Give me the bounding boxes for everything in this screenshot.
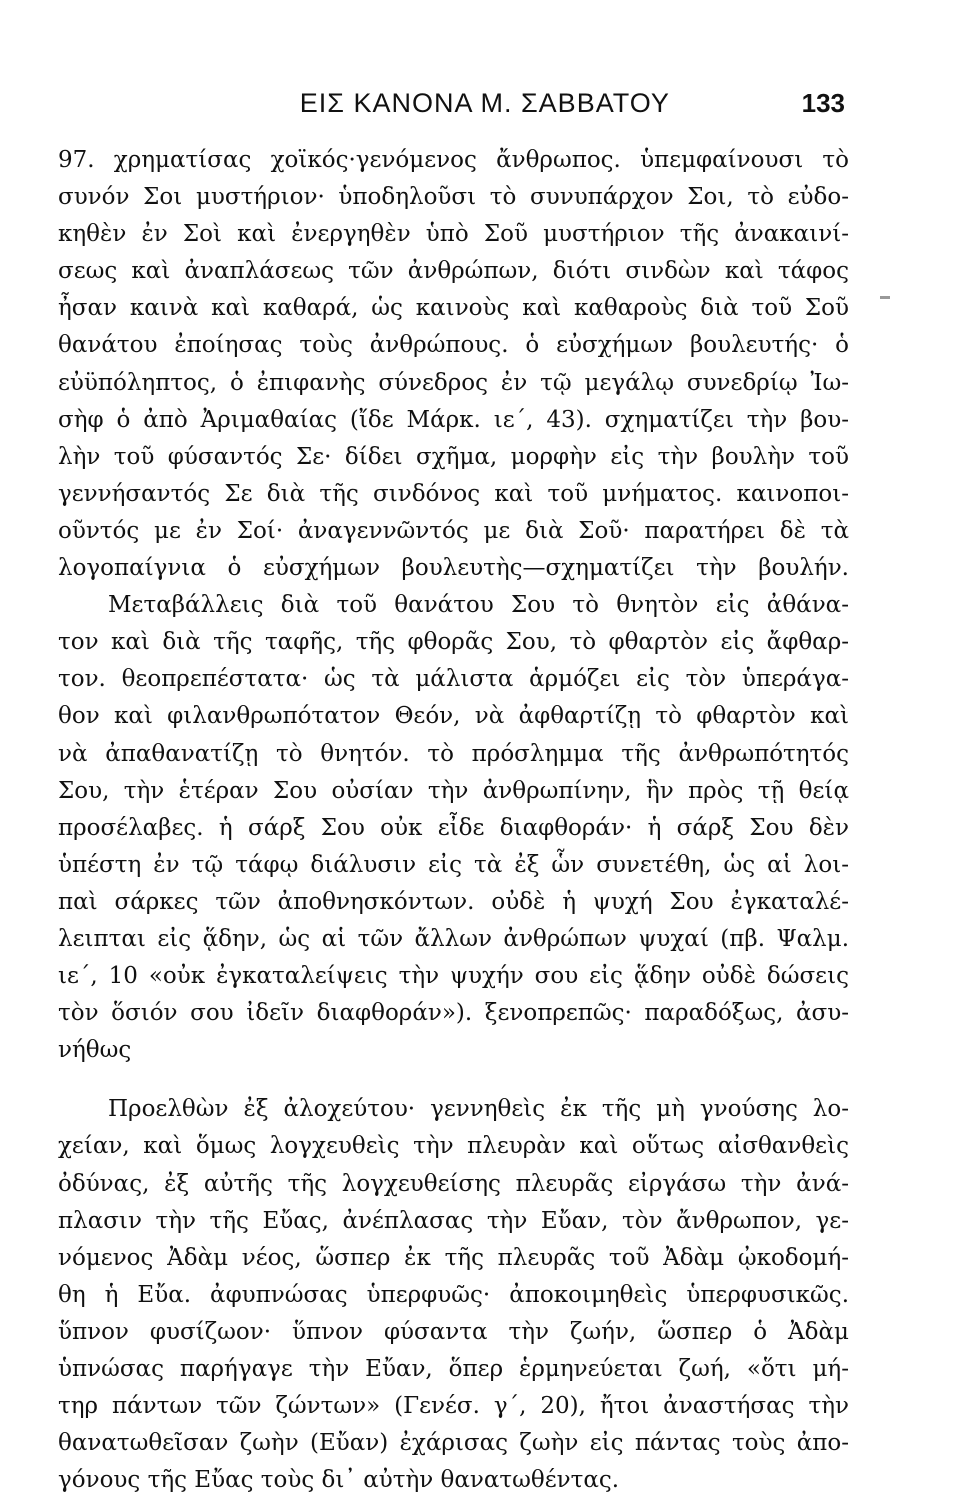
text-line: ἦσαν καινὰ καὶ καθαρά, ὡς καινοὺς καὶ καθαροὺς διὰ τοῦ Σοῦ	[58, 295, 849, 322]
text-line: λογοπαίγνια ὁ εὐσχήμων βουλευτὴς—σχηματίζει τὴν βουλήν.	[58, 555, 849, 582]
text-line: γεννήσαντός Σε διὰ τῆς σινδόνος καὶ τοῦ μνήματος. καινοποι-	[58, 480, 849, 507]
text-line: θη ἡ Εὔα. ἀφυπνώσας ὑπερφυῶς· ἀποκοιμηθεὶς ὑπερφυσικῶς.	[58, 1281, 849, 1308]
text-line: Σου, τὴν ἑτέραν Σου οὐσίαν τὴν ἀνθρωπίνην, ἣν πρὸς τῇ θείᾳ	[58, 777, 849, 804]
text-line: λειπται εἰς ᾅδην, ὡς αἱ τῶν ἄλλων ἀνθρώπων ψυχαί (πβ. Ψαλμ.	[58, 925, 849, 952]
text-line: Προελθὼν ἐξ ἀλοχεύτου· γεννηθεὶς ἐκ τῆς μὴ γνούσης λο-	[108, 1096, 849, 1123]
text-line: τον καὶ διὰ τῆς ταφῆς, τῆς φθορᾶς Σου, τὸ φθαρτὸν εἰς ἄφθαρ-	[58, 629, 849, 656]
text-line: πλασιν τὴν τῆς Εὔας, ἀνέπλασας τὴν Εὔαν, τὸν ἄνθρωπον, γε-	[58, 1207, 849, 1234]
text-line: εὐϋπόληπτος, ὁ ἐπιφανὴς σύνεδρος ἐν τῷ μεγάλῳ συνεδρίῳ Ἰω-	[58, 369, 849, 396]
paragraph-gap	[58, 1069, 849, 1091]
text-line: νὰ ἀπαθανατίζῃ τὸ θνητόν. τὸ πρόσλημμα τῆς ἀνθρωπότητός	[58, 740, 849, 767]
text-line: ὀδύνας, ἐξ αὐτῆς τῆς λογχευθείσης πλευρᾶς εἰργάσω τὴν ἀνά-	[58, 1170, 849, 1197]
text-line: σεως καὶ ἀναπλάσεως τῶν ἀνθρώπων, διότι σινδὼν καὶ τάφος	[58, 258, 849, 285]
text-line: τηρ πάντων τῶν ζώντων» (Γενέσ. γ΄, 20), ἤτοι ἀναστήσας τὴν	[58, 1393, 849, 1420]
running-title: ΕΙΣ ΚΑΝΟΝΑ Μ. ΣΑΒΒΑΤΟΥ	[299, 88, 670, 118]
page-header	[58, 88, 849, 136]
text-line: θανάτου ἐποίησας τοὺς ἀνθρώπους. ὁ εὐσχήμων βουλευτής· ὁ	[58, 332, 849, 359]
text-line: ὑπνώσας παρήγαγε τὴν Εὔαν, ὅπερ ἑρμηνεύεται ζωή, «ὅτι μή-	[58, 1356, 849, 1382]
text-line: ὕπνον φυσίζωον· ὕπνον φύσαντα τὴν ζωήν, ὥσπερ ὁ Ἀδὰμ	[58, 1318, 849, 1345]
text-line: προσέλαβες. ἡ σάρξ Σου οὐκ εἶδε διαφθοράν· ἡ σάρξ Σου δὲν	[58, 814, 849, 841]
text-line: παὶ σάρκες τῶν ἀποθνησκόντων. οὐδὲ ἡ ψυχή Σου ἐγκαταλέ-	[58, 888, 849, 915]
text-line: χείαν, καὶ ὅμως λογχευθεὶς τὴν πλευρὰν καὶ οὕτως αἰσθανθεὶς	[58, 1133, 849, 1160]
text-line: τὸν ὅσιόν σου ἰδεῖν διαφθοράν»). ξενοπρεπῶς· παραδόξως, ἀσυ-	[58, 1000, 849, 1027]
text-line: νόμενος Ἀδὰμ νέος, ὥσπερ ἐκ τῆς πλευρᾶς τοῦ Ἀδὰμ ᾠκοδομή-	[58, 1244, 849, 1271]
commentary-text	[58, 142, 849, 1499]
text-line: 97. χρηματίσας χοϊκός·γενόμενος ἄνθρωπος. ὑπεμφαίνουσι τὸ	[58, 147, 849, 173]
text-line: ὑπέστη ἐν τῷ τάφῳ διάλυσιν εἰς τὰ ἐξ ὧν συνετέθη, ὡς αἱ λοι-	[58, 851, 849, 878]
text-line: θανατωθεῖσαν ζωὴν (Εὔαν) ἐχάρισας ζωὴν εἰς πάντας τοὺς ἀπο-	[58, 1430, 849, 1457]
text-line: γόνους τῆς Εὔας τοὺς δι᾽ αὐτὴν θανατωθέντας.	[58, 1467, 620, 1494]
text-line: τον. θεοπρεπέστατα· ὡς τὰ μάλιστα ἁρμόζει εἰς τὸν ὑπεράγα-	[58, 666, 849, 693]
text-line: οῦντός με ἐν Σοί· ἀναγεννῶντός με διὰ Σοῦ· παρατήρει δὲ τὰ	[58, 517, 849, 544]
text-line: Μεταβάλλεις διὰ τοῦ θανάτου Σου τὸ θνητὸν εἰς ἀθάνα-	[108, 592, 849, 619]
text-line: συνόν Σοι μυστήριον· ὑποδηλοῦσι τὸ συνυπάρχον Σοι, τὸ εὐδο-	[58, 184, 849, 211]
text-line: κηθὲν ἐν Σοὶ καὶ ἐνεργηθὲν ὑπὸ Σοῦ μυστήριον τῆς ἀνακαινί-	[58, 221, 849, 248]
print-speck	[880, 296, 890, 299]
page-number: 133	[801, 88, 845, 118]
text-line: θον καὶ φιλανθρωπότατον Θεόν, νὰ ἀφθαρτίζῃ τὸ φθαρτὸν καὶ	[58, 703, 849, 730]
text-line: σὴφ ὁ ἀπὸ Ἀριμαθαίας (ἴδε Μάρκ. ιε΄, 43). σχηματίζει τὴν βου-	[58, 406, 849, 433]
text-line: λὴν τοῦ φύσαντός Σε· δίδει σχῆμα, μορφὴν εἰς τὴν βουλὴν τοῦ	[58, 443, 849, 470]
text-line: νήθως	[58, 1037, 132, 1064]
text-line: ιε΄, 10 «οὐκ ἐγκαταλείψεις τὴν ψυχήν σου εἰς ᾅδην οὐδὲ δώσεις	[58, 963, 849, 990]
